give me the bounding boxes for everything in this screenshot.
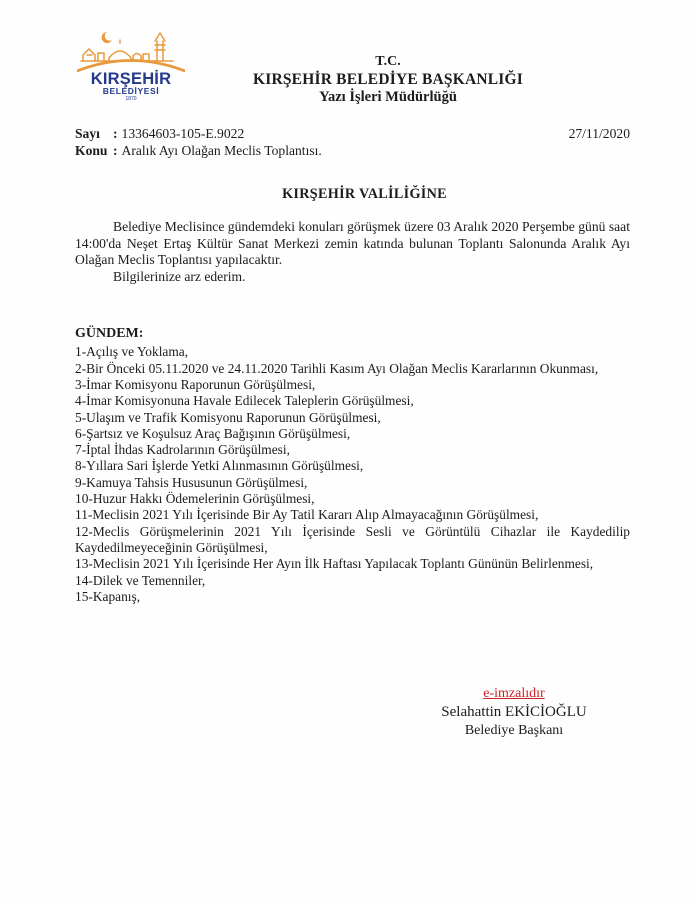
agenda-title: GÜNDEM: — [75, 326, 144, 342]
document-meta — [75, 125, 630, 159]
agenda-item: 4-İmar Komisyonuna Havale Edilecek Taleplerin Görüşülmesi, — [75, 393, 414, 409]
subject-colon: : — [113, 143, 118, 158]
agenda-item: 12-Meclis Görüşmelerinin 2021 Yılı İçerisinde Sesli ve Görüntülü Cihazlar ile Kaydedilip Kaydedilmeyeceğinin Görüşülmesi, — [75, 523, 630, 555]
agenda-item: 15-Kapanış, — [75, 588, 141, 604]
agenda-item: 11-Meclisin 2021 Yılı İçerisinde Bir Ay Tatil Kararı Alıp Almayacağının Görüşülmesi, — [75, 507, 539, 523]
municipality-logo — [76, 30, 186, 102]
letterhead-department: Yazı İşleri Müdürlüğü — [319, 89, 457, 105]
number-value: 13364603-105-E.9022 — [121, 126, 245, 141]
agenda-item: 2-Bir Önceki 05.11.2020 ve 24.11.2020 Tarihli Kasım Ayı Olağan Meclis Kararlarının Okunması, — [75, 360, 599, 376]
letterhead — [75, 30, 630, 122]
agenda-item: 9-Kamuya Tahsis Hususunun Görüşülmesi, — [75, 474, 308, 490]
signer-title: Belediye Başkanı — [464, 723, 564, 739]
letterhead-tc: T.C. — [375, 54, 401, 69]
letterhead-title-block — [253, 54, 523, 105]
recipient-title: KIRŞEHİR VALİLİĞİNE — [282, 186, 447, 202]
agenda-item: 6-Şartsız ve Koşulsuz Araç Bağışının Görüşülmesi, — [75, 425, 351, 441]
subject-value: Aralık Ayı Olağan Meclis Toplantısı. — [121, 143, 322, 158]
meta-subject-row — [75, 142, 630, 159]
meta-number-row — [75, 125, 630, 142]
body-paragraph: Belediye Meclisince gündemdeki konuları görüşmek üzere 03 Aralık 2020 Perşembe günü saat 14:00'da Neşet Ertaş Kültür Sanat Merkezi zemin katında bulunan Toplantı Salonunda Aralık Ayı Olağan Meclis Toplantısı yapılacaktır. — [75, 219, 630, 268]
agenda-item: 3-İmar Komisyonu Raporunun Görüşülmesi, — [75, 376, 316, 392]
agenda-section — [75, 326, 630, 605]
mosque-skyline-icon — [77, 30, 185, 72]
agenda-item: 5-Ulaşım ve Trafik Komisyonu Raporunun Görüşülmesi, — [75, 409, 381, 425]
crescent-icon — [102, 32, 112, 43]
number-colon: : — [113, 126, 118, 141]
logo-org-name: BELEDİYESİ — [102, 86, 160, 96]
e-signature-note: e-imzalıdır — [483, 686, 545, 702]
agenda-item: 7-İptal İhdas Kadrolarının Görüşülmesi, — [75, 442, 290, 458]
agenda-item: 1-Açılış ve Yoklama, — [75, 344, 189, 360]
agenda-item: 14-Dilek ve Temenniler, — [75, 572, 206, 588]
logo-city-name: KIRŞEHİR — [90, 70, 172, 88]
signature-block — [399, 685, 629, 740]
letterhead-institution: KIRŞEHİR BELEDİYE BAŞKANLIĞI — [252, 71, 524, 88]
document-date: 27/11/2020 — [568, 126, 630, 141]
logo-year: 1870 — [125, 96, 137, 102]
signer-name: Selahattin EKİCİOĞLU — [441, 704, 587, 721]
number-label: Sayı — [75, 126, 100, 141]
agenda-item: 10-Huzur Hakkı Ödemelerinin Görüşülmesi, — [75, 491, 315, 507]
subject-label: Konu — [75, 143, 108, 158]
agenda-item: 13-Meclisin 2021 Yılı İçerisinde Her Ayın İlk Haftası Yapılacak Toplantı Gününün Belirlenmesi, — [75, 556, 594, 572]
agenda-item: 8-Yıllara Sari İşlerde Yetki Alınmasının Görüşülmesi, — [75, 458, 364, 474]
closing-line: Bilgilerinize arz ederim. — [113, 268, 246, 284]
